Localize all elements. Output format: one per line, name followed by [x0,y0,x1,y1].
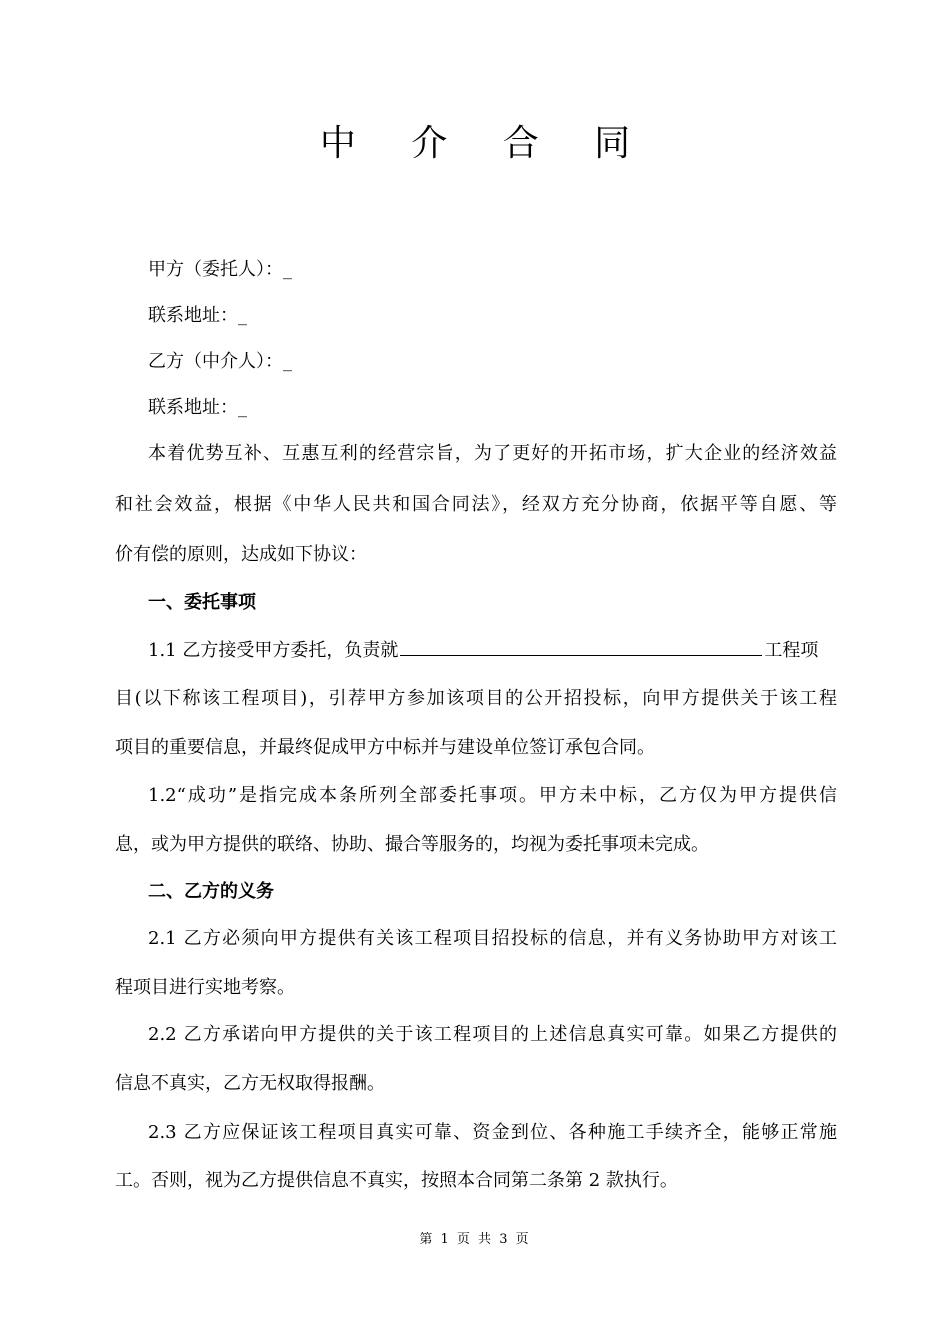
clause-2-2-line-1: 2.2 乙方承诺向甲方提供的关于该工程项目的上述信息真实可靠。如果乙方提供的 [148,1024,837,1045]
party-b-line: 乙方（中介人）：_ [148,351,292,372]
party-b-address-label: 联系地址： [148,397,238,418]
clause-2-3-line-2: 工。否则，视为乙方提供信息不真实，按照本合同第二条第 2 款执行。 [115,1170,678,1191]
clause-2-3-line-1: 2.3 乙方应保证该工程项目真实可靠、资金到位、各种施工手续齐全，能够正常施 [148,1122,837,1143]
intro-line-3: 价有偿的原则，达成如下协议： [115,544,367,565]
intro-line-1: 本着优势互补、互惠互利的经营宗旨，为了更好的开拓市场，扩大企业的经济效益 [148,443,837,464]
party-a-address [148,304,837,328]
clause-2-2-line-2: 信息不真实，乙方无权取得报酬。 [115,1073,385,1094]
clause-1-2-line-2: 息，或为甲方提供的联络、协助、撮合等服务的，均视为委托事项未完成。 [115,834,709,855]
clause-1-1-line-3: 项目的重要信息，并最终促成甲方中标并与建设单位签订承包合同。 [115,737,655,758]
section-2-heading: 二、乙方的义务 [148,881,274,902]
document-title: 中 介 合 同 [319,123,653,164]
party-b-address: 联系地址：_ [148,397,247,418]
clause-1-1-line-1 [148,637,837,663]
clause-1-1-text-a: 1.1 乙方接受甲方委托，负责就 [148,640,399,661]
page-number-footer: 第 1 页 共 3 页 [419,1232,531,1247]
clause-1-1-text-b: 工程项 [764,640,819,661]
project-name-blank [400,637,762,656]
clause-2-1-line-2: 程项目进行实地考察。 [115,977,295,998]
party-a-line: 甲方（委托人）：_ [148,259,292,280]
clause-2-1-line-1: 2.1 乙方必须向甲方提供有关该工程项目招投标的信息，并有义务协助甲方对该工 [148,928,837,949]
clause-1-2-line-1: 1.2“成功”是指完成本条所列全部委托事项。甲方未中标，乙方仅为甲方提供信 [148,785,837,806]
party-a-address-label: 联系地址：_ [148,305,247,326]
intro-line-2: 和社会效益，根据《中华人民共和国合同法》，经双方充分协商，依据平等自愿、等 [115,494,837,515]
section-1-heading: 一、委托事项 [148,592,256,613]
clause-1-1-line-2: 目(以下称该工程项目)，引荐甲方参加该项目的公开招投标，向甲方提供关于该工程 [115,688,837,709]
